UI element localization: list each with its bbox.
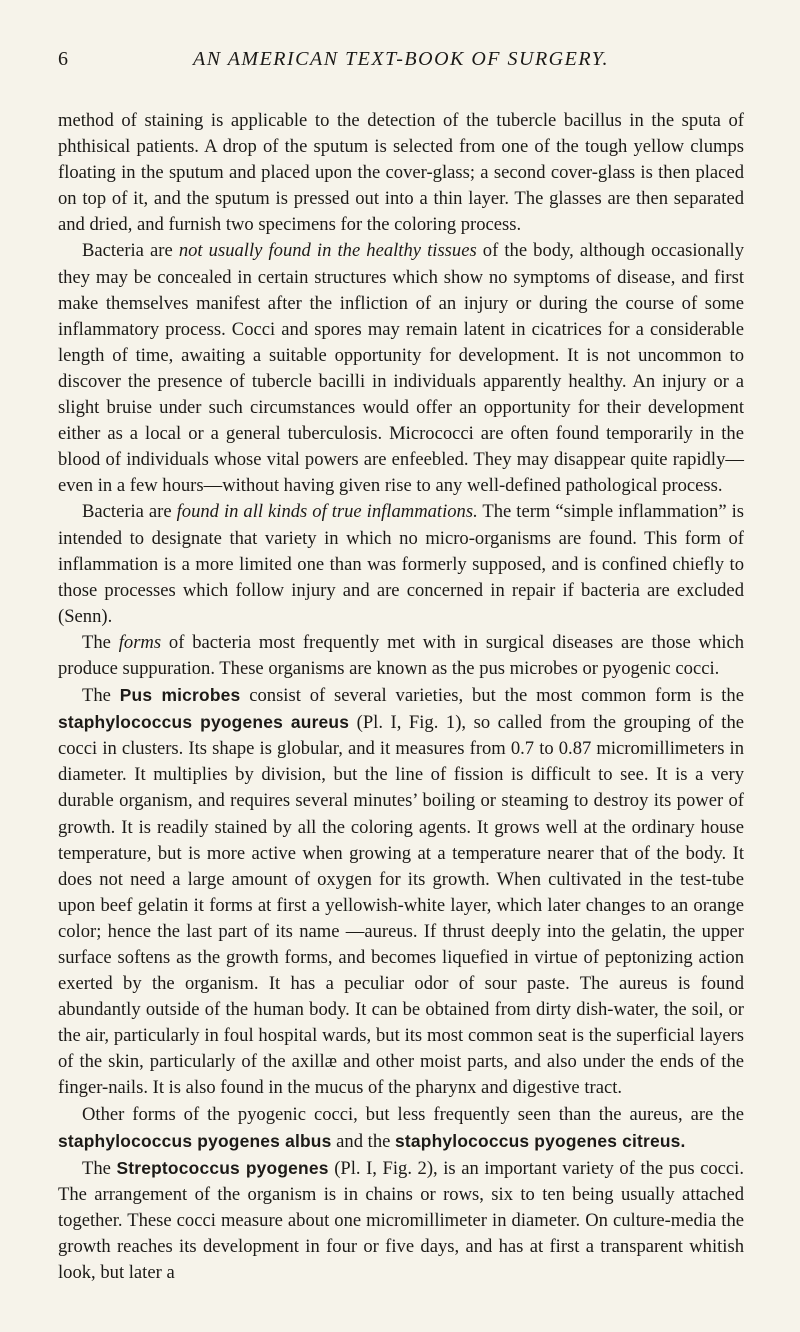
text-run: and the xyxy=(331,1130,396,1152)
text-run: The xyxy=(82,685,120,707)
body-text xyxy=(58,108,744,1286)
text-run: consist of several varieties, but the most common form is the xyxy=(240,685,744,707)
italic-phrase: not usually found in the healthy tissues xyxy=(178,240,477,262)
bold-term: staphylococcus pyogenes citreus. xyxy=(395,1130,686,1151)
text-run: of bacteria most frequently met with in surgical diseases are those which produce suppuration. These organisms are known as the pus microbes or pyogenic cocci. xyxy=(58,631,744,679)
italic-phrase: found in all kinds of true inflammations. xyxy=(176,501,478,523)
text-run: method of staining is applicable to the detection of the tubercle bacillus in the sputa of phthisical patients. A drop of the sputum is selected from one of the tough yellow clumps floating in the sputum and placed upon the cover-glass; a second cover-glass is then placed on top of it, and the sputum is pressed out into a thin layer. The glasses are then separated and dried, and furnish two specimens for the coloring process. xyxy=(58,110,744,236)
text-run: of the body, although occasionally they may be concealed in certain structures which show no symptoms of disease, and first make themselves manifest after the infliction of an injury or during the course of some inflammatory process. Cocci and spores may remain latent in cicatrices for a considerable length of time, awaiting a suitable opportunity for development. It is not uncommon to discover the presence of tubercle bacilli in individuals apparently healthy. An injury or a slight bruise under such circumstances would offer an opportunity for their development either as a local or a general tuberculosis. Micrococci are often found temporarily in the blood of individuals whose vital powers are enfeebled. They may disappear quite rapidly—even in a few hours—without having given rise to any well-defined pathological process. xyxy=(58,240,744,497)
paragraph xyxy=(58,238,744,499)
page-number: 6 xyxy=(58,48,68,70)
text-run: Other forms of the pyogenic cocci, but less frequently seen than the aureus, are the xyxy=(82,1103,744,1125)
paragraph xyxy=(58,1102,744,1155)
text-run: (Pl. I, Fig. 1), so called from the grouping of the cocci in clusters. Its shape is globular, and it measures from 0.7 to 0.87 micromillimeters in diameter. It multiplies by division, but the line of fission is difficult to see. It is a very durable organism, and requires several minutes’ boiling or steaming to destroy its power of growth. It is readily stained by all the coloring agents. It grows well at the ordinary house temperature, but is more active when growing at a temperature nearer that of the body. It does not need a large amount of oxygen for its growth. When cultivated in the test-tube upon beef gelatin it forms at first a yellowish-white layer, which later changes to an orange color; hence the last part of its name —aureus. If thrust deeply into the gelatin, the upper surface softens as the growth forms, and becomes liquefied in virtue of peptonizing action exerted by the organism. It has a peculiar odor of sour paste. The aureus is found abundantly outside of the human body. It can be obtained from dirty dish-water, the soil, or the air, particularly in foul hospital wards, but its most common seat is the superficial layers of the skin, particularly of the axillæ and other moist parts, and also under the ends of the finger-nails. It is also found in the mucus of the pharynx and digestive tract. xyxy=(58,712,744,1099)
running-title: AN AMERICAN TEXT-BOOK OF SURGERY. xyxy=(193,48,609,70)
bold-term: staphylococcus pyogenes aureus xyxy=(58,712,350,733)
bold-term: staphylococcus pyogenes albus xyxy=(58,1130,332,1151)
running-head xyxy=(58,48,744,78)
paragraph xyxy=(58,499,744,629)
paragraph xyxy=(58,682,744,1102)
paragraph xyxy=(58,630,744,682)
italic-phrase: forms xyxy=(118,631,162,653)
paragraph xyxy=(58,1155,744,1286)
text-run: The term “simple inflammation” is intended to designate that variety in which no micro-organisms are found. This form of inflammation is a more limited one than was formerly supposed, and is confined chiefly to those processes which follow injury and are concerned in repair if bacteria are excluded (Senn). xyxy=(58,501,744,627)
bold-term: Pus microbes xyxy=(119,685,241,706)
paragraph xyxy=(58,108,744,238)
text-run: Bacteria are xyxy=(82,240,179,262)
text-run: (Pl. I, Fig. 2), is an important variety of the pus cocci. The arrangement of the organism is in chains or rows, six to ten being usually attached together. These cocci measure about one micromillimeter in diameter. On culture-media the growth reaches its development in four or five days, and has at first a transparent whitish look, but later a xyxy=(58,1157,744,1284)
bold-term: Streptococcus pyogenes xyxy=(116,1157,329,1178)
text-run: The xyxy=(82,631,119,653)
text-run: The xyxy=(82,1157,117,1179)
text-run: Bacteria are xyxy=(82,501,177,523)
